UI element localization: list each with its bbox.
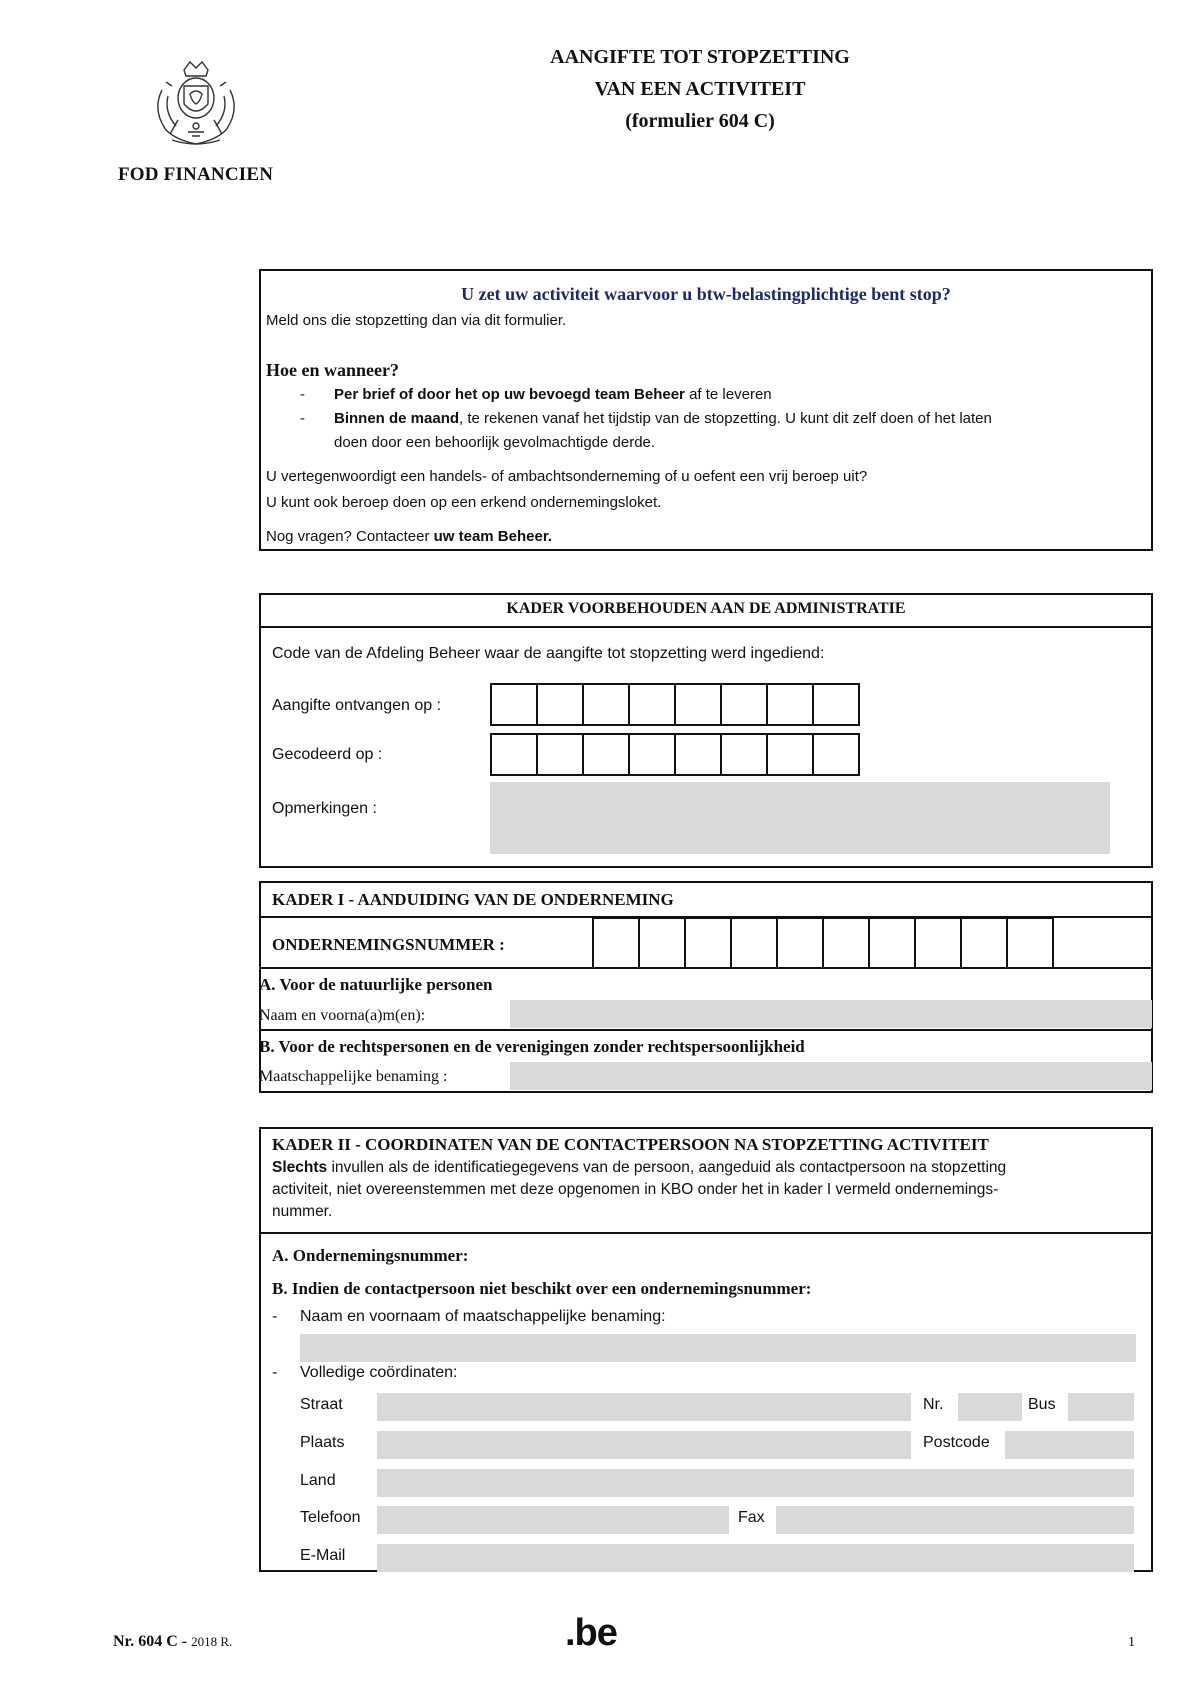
admin-code-label: Code van de Afdeling Beheer waar de aangifte tot stopzetting werd ingediend: [272,645,825,662]
nr-field[interactable] [958,1393,1022,1421]
remarks-label: Opmerkingen : [272,800,377,817]
admin-title: KADER VOORBEHOUDEN AAN DE ADMINISTRATIE [506,600,906,617]
contact-team-link: uw team Beheer. [433,528,552,545]
date-cell[interactable] [490,733,538,776]
coded-label: Gecodeerd op : [272,746,383,763]
date-cell[interactable] [766,733,814,776]
postcode-field[interactable] [1005,1431,1134,1459]
bullet-1 [334,386,772,403]
bullet-2-b: , te rekenen vanaf het tijdstip van de stopzetting. U kunt dit zelf doen of het laten [459,410,992,427]
city-field[interactable] [377,1431,911,1459]
digit-cell[interactable] [730,917,778,969]
kader-2-note [272,1159,1006,1177]
kader-2-note-d: nummer. [272,1203,333,1220]
bullet-1-c: af te leveren [684,386,772,403]
remarks-field[interactable] [490,782,1110,854]
bus-label: Bus [1028,1396,1056,1413]
postcode-label: Postcode [923,1434,990,1451]
footer-form-nr-label: Nr. 604 C - [113,1633,192,1650]
info-para-1: U vertegenwoordigt een handels- of ambachtsonderneming of u oefent een vrij beroep uit? [266,468,868,485]
kader-1-title: KADER I - AANDUIDING VAN DE ONDERNEMING [272,890,674,909]
bullet-2-a: Binnen de maand [334,410,460,427]
date-cell[interactable] [536,733,584,776]
info-para-2: U kunt ook beroep doen op een erkend ondernemingsloket. [266,494,662,511]
bus-field[interactable] [1068,1393,1134,1421]
date-cell[interactable] [536,683,584,726]
street-field[interactable] [377,1393,911,1421]
be-logo: .be [565,1612,617,1654]
bullet-1-a: Per brief of door het [334,386,482,403]
bullet-2 [334,410,992,427]
footer-year: 2018 R. [191,1634,233,1649]
info-contact [266,528,552,545]
digit-cell[interactable] [1006,917,1054,969]
emblem [148,60,244,152]
divider [259,1232,1153,1234]
kader-2-note-c: activiteit, niet overeenstemmen met deze opgenomen in KBO onder het in kader I vermeld ondernemings- [272,1181,999,1198]
page-title-line2: VAN EEN ACTIVITEIT [594,78,806,100]
date-cell[interactable] [720,683,768,726]
kader-1-b-heading: B. Voor de rechtspersonen en de verenigingen zonder rechtspersoonlijkheid [259,1037,805,1056]
kader-2-note-a: Slechts [272,1159,328,1176]
page-number: 1 [1128,1635,1135,1650]
divider [259,626,1153,628]
digit-cell[interactable] [868,917,916,969]
phone-label: Telefoon [300,1509,361,1526]
digit-cell[interactable] [638,917,686,969]
kader-2-b-label: B. Indien de contactpersoon niet beschikt over een ondernemingsnummer: [272,1279,812,1298]
kader-2-title: KADER II - COORDINATEN VAN DE CONTACTPERSOON NA STOPZETTING ACTIVITEIT [272,1135,989,1154]
digit-cell[interactable] [592,917,640,969]
street-label: Straat [300,1396,343,1413]
divider [259,967,1153,969]
natural-person-name-field[interactable] [510,1000,1152,1028]
contact-name-label: Naam en voornaam of maatschappelijke benaming: [300,1308,666,1325]
how-heading: Hoe en wanneer? [266,360,399,380]
email-field[interactable] [377,1544,1134,1572]
date-cell[interactable] [812,683,860,726]
digit-cell[interactable] [960,917,1008,969]
info-heading: U zet uw activiteit waarvoor u btw-belastingplichtige bent stop? [461,284,951,304]
bullet-dash-2: - [300,410,305,427]
date-cell[interactable] [812,733,860,776]
date-cell[interactable] [720,733,768,776]
digit-cell[interactable] [914,917,962,969]
company-name-field[interactable] [510,1062,1152,1090]
nr-label: Nr. [923,1396,944,1413]
fax-field[interactable] [776,1506,1134,1534]
enterprise-number-label: ONDERNEMINGSNUMMER : [272,935,505,954]
dash: - [272,1308,278,1325]
city-label: Plaats [300,1434,345,1451]
page-title-line3: (formulier 604 C) [625,110,775,132]
belgian-coat-of-arms-icon [148,60,244,152]
phone-field[interactable] [377,1506,729,1534]
date-cell[interactable] [628,733,676,776]
fax-label: Fax [738,1509,765,1526]
country-field[interactable] [377,1469,1134,1497]
contact-name-field[interactable] [300,1334,1136,1362]
info-intro: Meld ons die stopzetting dan via dit formulier. [266,312,567,329]
date-cell[interactable] [582,683,630,726]
kader-2-a-label: A. Ondernemingsnummer: [272,1246,469,1265]
kader-1-a-label: Naam en voorna(a)m(en): [259,1007,426,1024]
divider [259,1029,1153,1031]
page-title-line1: AANGIFTE TOT STOPZETTING [550,46,850,68]
date-cell[interactable] [490,683,538,726]
country-label: Land [300,1472,336,1489]
bullet-dash-1: - [300,386,305,403]
contact-text: Nog vragen? Contacteer [266,528,434,545]
email-label: E-Mail [300,1547,346,1564]
kader-1-a-heading: A. Voor de natuurlijke personen [259,975,493,994]
org-name: FOD FINANCIEN [118,164,274,185]
date-cell[interactable] [674,683,722,726]
kader-1-b-label: Maatschappelijke benaming : [259,1068,448,1085]
date-cell[interactable] [582,733,630,776]
coords-label: Volledige coördinaten: [300,1364,458,1381]
bullet-1-b: op uw bevoegd team Beheer [481,386,685,403]
digit-cell[interactable] [684,917,732,969]
digit-cell[interactable] [822,917,870,969]
dash: - [272,1364,278,1381]
date-cell[interactable] [628,683,676,726]
kader-2-note-b: invullen als de identificatiegegevens van de persoon, aangeduid als contactpersoon na stopzetting [327,1159,1007,1176]
bullet-2-cont: doen door een behoorlijk gevolmachtigde derde. [334,434,656,451]
received-label: Aangifte ontvangen op : [272,697,442,714]
date-cell[interactable] [674,733,722,776]
date-cell[interactable] [766,683,814,726]
footer-form-nr [113,1633,232,1651]
digit-cell[interactable] [776,917,824,969]
